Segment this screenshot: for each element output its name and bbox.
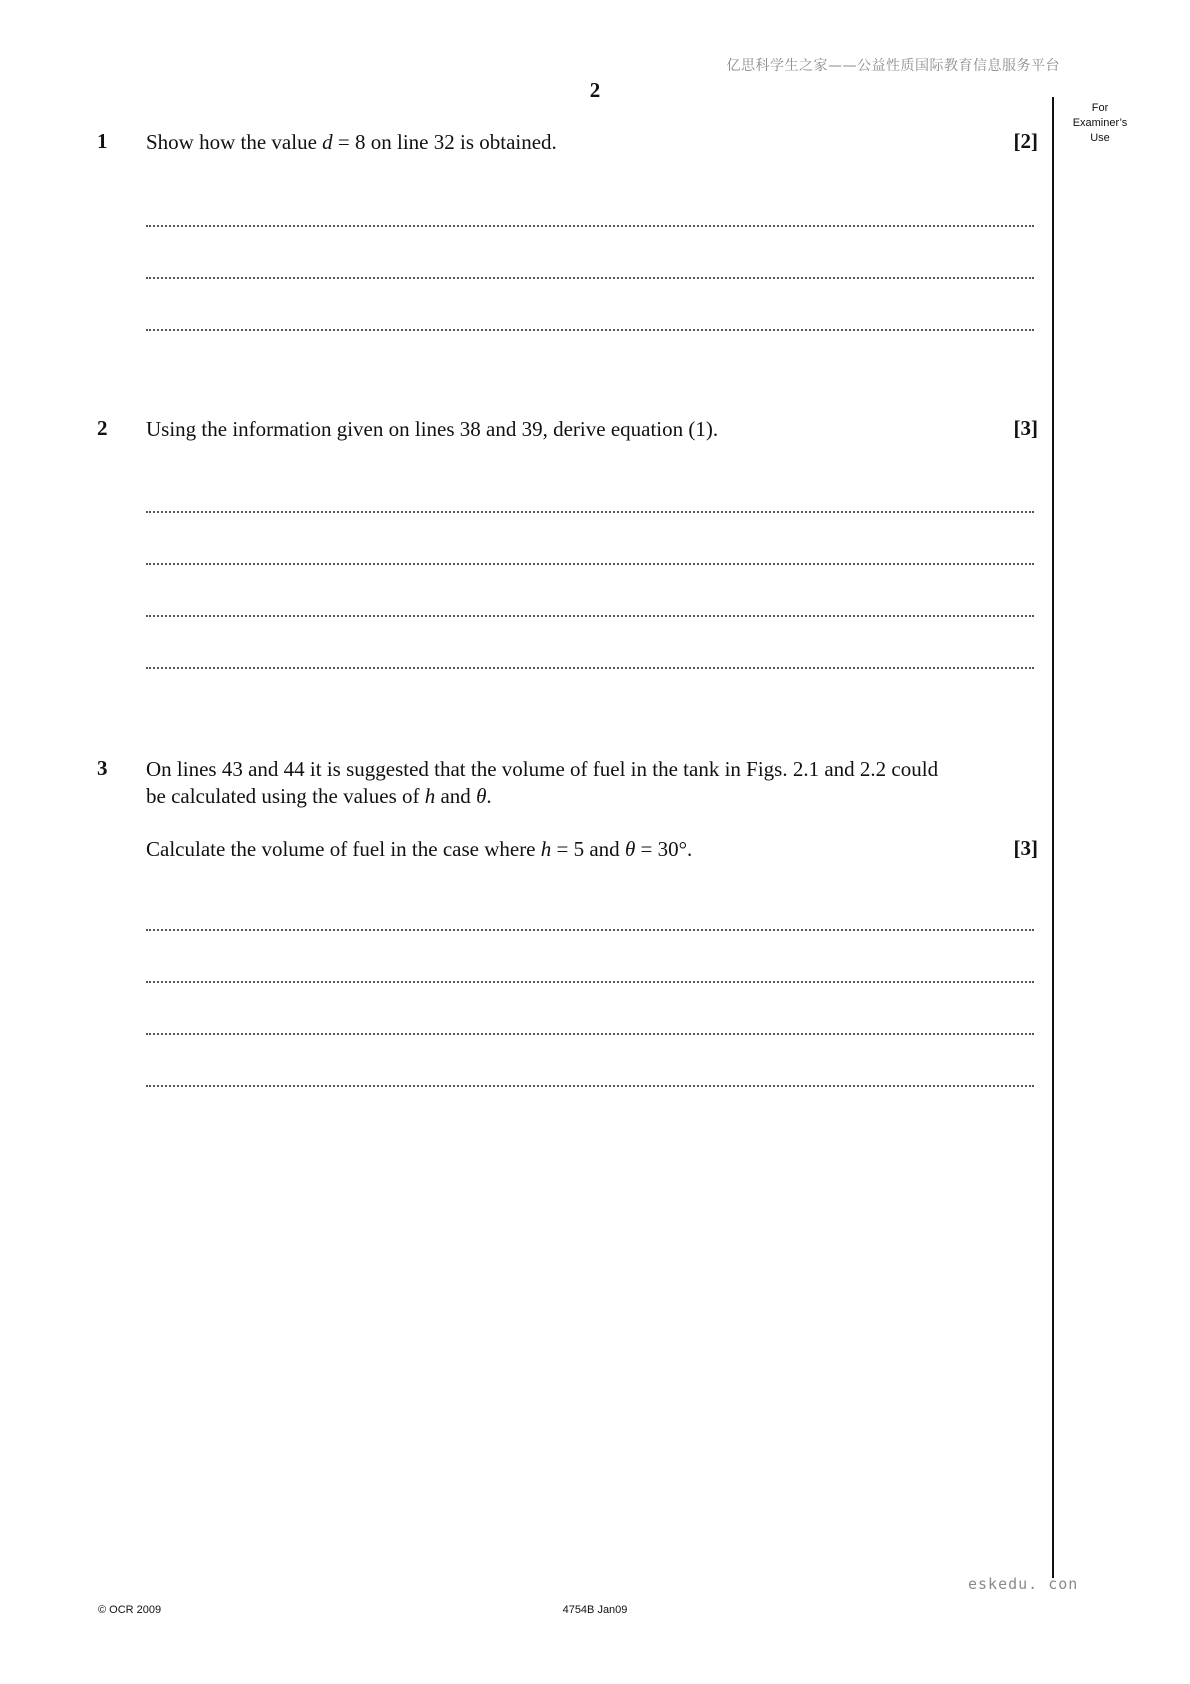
examiner-label-line2: Examiner’s	[1072, 117, 1128, 129]
paper-code-footer: 4754B Jan09	[562, 1604, 628, 1616]
answer-line[interactable]	[146, 329, 1034, 331]
question-1-marks: [2]	[1013, 129, 1038, 153]
question-2-text: Using the information given on lines 38 and 39, derive equation (1).	[146, 417, 719, 441]
copyright-footer: © OCR 2009	[98, 1604, 162, 1616]
examiner-label-line1: For	[1091, 102, 1109, 114]
question-1-number: 1	[97, 129, 108, 153]
answer-line[interactable]	[146, 563, 1034, 565]
answer-line[interactable]	[146, 511, 1034, 513]
watermark-footer: eskedu. con	[968, 1575, 1079, 1593]
answer-line[interactable]	[146, 615, 1034, 617]
answer-line[interactable]	[146, 1033, 1034, 1035]
question-2-marks: [3]	[1013, 416, 1038, 440]
question-3-number: 3	[97, 756, 108, 780]
answer-line[interactable]	[146, 225, 1034, 227]
answer-line[interactable]	[146, 1085, 1034, 1087]
examiner-use-label	[1062, 101, 1138, 146]
examiner-label-line3: Use	[1090, 132, 1110, 144]
answer-line[interactable]	[146, 277, 1034, 279]
page-number: 2	[589, 78, 601, 102]
answer-line[interactable]	[146, 667, 1034, 669]
answer-line[interactable]	[146, 929, 1034, 931]
question-3-subtext: Calculate the volume of fuel in the case where h = 5 and θ = 30°.	[146, 837, 693, 861]
examiner-margin-rule	[1052, 97, 1054, 1578]
answer-line[interactable]	[146, 981, 1034, 983]
watermark-header: 亿思科学生之家——公益性质国际教育信息服务平台	[726, 58, 1060, 74]
question-1-text: Show how the value d = 8 on line 32 is obtained.	[146, 130, 557, 154]
question-3-text: On lines 43 and 44 it is suggested that the volume of fuel in the tank in Figs. 2.1 and 2.2 could be calculated using the values of h and θ.	[146, 757, 939, 808]
question-3-marks: [3]	[1013, 836, 1038, 860]
question-2-number: 2	[97, 416, 108, 440]
